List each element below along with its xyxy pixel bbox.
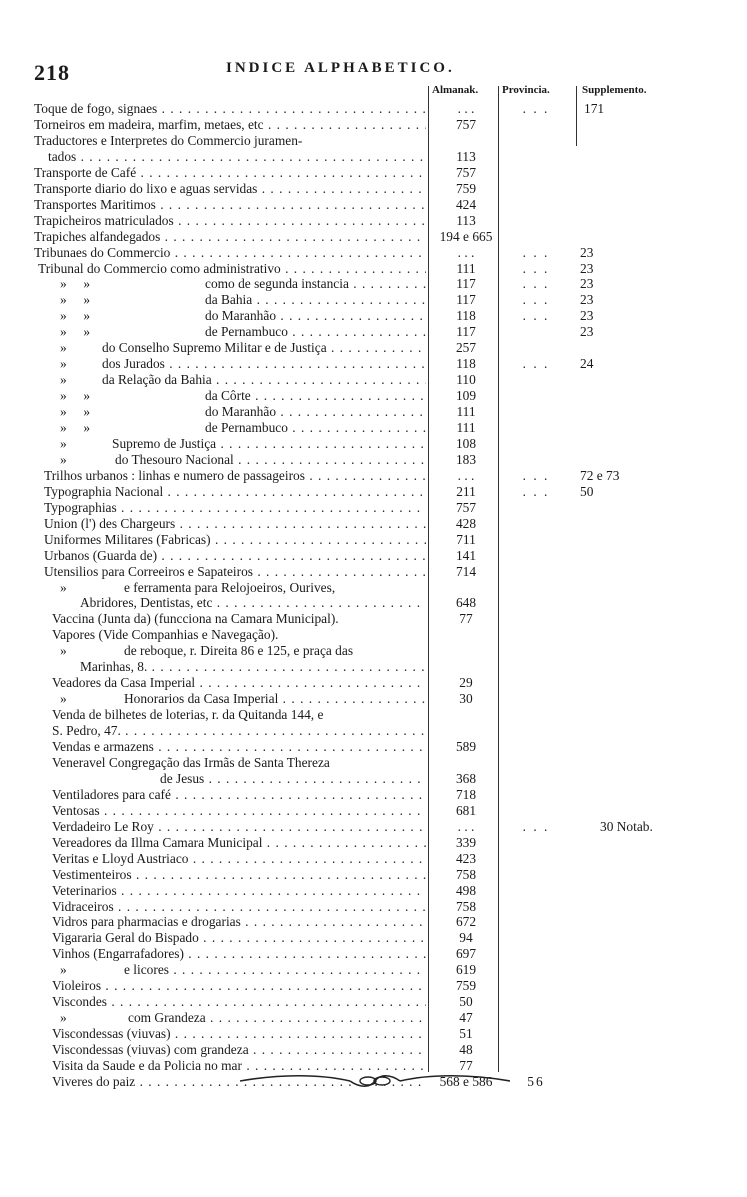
ditto-mark: » [60, 340, 67, 356]
index-entry-row [0, 261, 747, 276]
provincia-page: . . . [522, 467, 550, 483]
ditto-mark: » » [60, 388, 91, 404]
index-entry-row [0, 532, 747, 547]
almanak-page: 94 [459, 930, 473, 946]
ditto-mark: » [60, 435, 67, 451]
supplemento-page: 23 [580, 308, 594, 324]
ditto-mark: » [60, 643, 67, 659]
entry-label-text: da Côrte [205, 388, 251, 404]
entry-label-text: Honorarios da Casa Imperial [124, 691, 279, 707]
almanak-page: 48 [459, 1042, 473, 1058]
entry-label [52, 899, 426, 914]
entry-label [52, 1026, 426, 1041]
provincia-page: . . . [522, 276, 550, 292]
almanak-page: 759 [455, 180, 477, 196]
provincia-page: 56 [527, 1073, 545, 1089]
index-entry-row [0, 213, 747, 228]
index-entry-row [0, 276, 747, 291]
entry-label-text: Transportes Maritimos [34, 196, 156, 212]
entry-label-text: Vereadores da Illma Camara Municipal [52, 834, 263, 850]
entry-label-text: Viscondes [52, 994, 107, 1010]
index-entry-row [0, 372, 747, 387]
index-entry-row [0, 165, 747, 180]
index-entry-row [0, 883, 747, 898]
entry-label-text: S. Pedro, 47. [52, 723, 121, 739]
entry-label [52, 835, 426, 850]
index-entry-row [0, 356, 747, 371]
index-entry-row [0, 867, 747, 882]
supplemento-page: 23 [580, 276, 594, 292]
index-entry-row [0, 1042, 747, 1057]
provincia-page: . . . [522, 292, 550, 308]
entry-label-text: Vapores (Vide Companhias e Navegação). [52, 627, 279, 643]
ditto-mark: » » [60, 420, 91, 435]
entry-label [102, 356, 426, 371]
entry-label [34, 229, 426, 244]
provincia-page: . . . [522, 101, 550, 116]
entry-label [44, 500, 426, 515]
almanak-page: 141 [455, 547, 477, 563]
entry-label [52, 707, 426, 722]
index-entry-row [0, 388, 747, 403]
almanak-page: 589 [455, 739, 477, 754]
entry-label-text: de Pernambuco [205, 420, 288, 435]
entry-label-text: como de segunda instancia [205, 276, 349, 292]
page-title: INDICE ALPHABETICO. [226, 60, 455, 76]
entry-label [52, 755, 426, 770]
index-entry-row [0, 659, 747, 674]
index-entry-row [0, 149, 747, 164]
entry-label-text: Violeiros [52, 978, 102, 994]
almanak-page: 110 [456, 372, 476, 388]
index-entry-row [0, 117, 747, 132]
entry-label-text: Vidros para pharmacias e drogarias [52, 914, 241, 930]
entry-label-text: Abridores, Dentistas, etc [80, 595, 213, 611]
almanak-page: 424 [455, 196, 477, 212]
entry-label-text: do Conselho Supremo Militar e de Justiça [102, 340, 327, 356]
index-entry-row [0, 1010, 747, 1025]
entry-label-text: de Jesus [160, 770, 205, 786]
ditto-mark: » [60, 356, 67, 372]
almanak-page: . . . [457, 101, 475, 116]
entry-label [205, 276, 426, 291]
index-entry-row [0, 914, 747, 929]
almanak-page: 758 [455, 866, 477, 882]
entry-label-text: de reboque, r. Direita 86 e 125, e praça das [124, 643, 354, 659]
index-entry-row [0, 340, 747, 355]
entry-label [34, 101, 426, 116]
entry-label [34, 165, 426, 180]
entry-label [52, 819, 426, 834]
entry-label-text: Traductores e Interpretes do Commercio juramen- [34, 132, 303, 148]
entry-label-text: Trilhos urbanos : linhas e numero de passageiros [44, 467, 305, 483]
entry-label [34, 181, 426, 196]
entry-label [52, 946, 426, 961]
entry-label [52, 978, 426, 993]
supplemento-page: 50 [580, 483, 594, 499]
entry-label-text: Toque de fogo, signaes [34, 101, 158, 116]
entry-label-text: Veterinarios [52, 882, 117, 898]
almanak-page: 109 [455, 388, 477, 404]
entry-label [80, 659, 426, 674]
ditto-mark: » [60, 579, 67, 595]
entry-label-text: Ventiladores para café [52, 786, 171, 802]
almanak-page: 118 [456, 308, 476, 324]
almanak-page: 29 [459, 675, 473, 691]
ditto-mark: » [60, 962, 67, 978]
entry-label [52, 994, 426, 1009]
almanak-page: 111 [456, 260, 476, 276]
index-entry-row [0, 101, 747, 116]
index-entry-row [0, 691, 747, 706]
index-entry-row [0, 611, 747, 626]
index-entry-row [0, 181, 747, 196]
almanak-page: 30 [459, 691, 473, 707]
ditto-mark: » [60, 1010, 67, 1026]
index-entry-row [0, 452, 747, 467]
entry-label-text: Vinhos (Engarrafadores) [52, 946, 184, 962]
entry-label [124, 643, 426, 658]
index-entry-row [0, 548, 747, 563]
entry-label [52, 627, 426, 642]
entry-label-text: Transporte diario do lixo e aguas servidas [34, 180, 258, 196]
index-entry-row [0, 994, 747, 1009]
almanak-page: 257 [455, 340, 477, 356]
almanak-page: 108 [455, 435, 477, 451]
entry-label-text: Utensilios para Correeiros e Sapateiros [44, 563, 253, 579]
column-header-provincia: Provincia. [502, 84, 550, 96]
entry-label [124, 962, 426, 977]
entry-label-text: Trapicheiros matriculados [34, 212, 174, 228]
provincia-page: . . . [522, 356, 550, 372]
entry-label [38, 261, 426, 276]
almanak-page: . . . [457, 467, 475, 483]
index-entry-row [0, 930, 747, 945]
entry-label-text: Vigararia Geral do Bispado [52, 930, 199, 946]
entry-label-text: Viveres do paiz [52, 1073, 136, 1089]
almanak-page: 568 e 586 [439, 1073, 493, 1089]
entry-label-text: Transporte de Café [34, 164, 137, 180]
entry-label [80, 595, 426, 610]
ditto-mark: » [60, 691, 67, 707]
entry-label [52, 675, 426, 690]
entry-label [205, 308, 426, 323]
entry-label-text: com Grandeza [128, 1010, 206, 1026]
index-entry-row [0, 595, 747, 610]
entry-label-text: Viscondessas (viuvas) com grandeza [52, 1042, 249, 1058]
almanak-page: 368 [455, 770, 477, 786]
entry-label-text: Venda de bilhetes de loterias, r. da Quitanda 144, e [52, 707, 324, 723]
almanak-page: 183 [455, 451, 477, 467]
almanak-page: 113 [456, 212, 476, 228]
index-entry-row [0, 436, 747, 451]
entry-label [52, 930, 426, 945]
almanak-page: 758 [455, 898, 477, 914]
entry-label-text: dos Jurados [102, 356, 165, 372]
index-entry-row [0, 771, 747, 786]
index-entry-row [0, 643, 747, 658]
entry-label [205, 404, 426, 419]
entry-label [44, 532, 426, 547]
index-entry-row [0, 803, 747, 818]
index-entry-row [0, 787, 747, 802]
entry-label [112, 436, 426, 451]
supplemento-page: 171 [584, 101, 605, 116]
almanak-page: 47 [459, 1010, 473, 1026]
entry-label [124, 580, 426, 595]
entry-label [205, 292, 426, 307]
index-entry-row [0, 420, 747, 435]
entry-label-text: Marinhas, 8. [80, 659, 148, 675]
entry-label [102, 372, 426, 387]
supplemento-page: 30 Notab. [600, 818, 653, 834]
entry-label [128, 1010, 426, 1025]
entry-label [52, 851, 426, 866]
entry-label-text: Tribunaes do Commercio [34, 244, 171, 260]
entry-label-text: Trapiches alfandegados [34, 228, 161, 244]
almanak-page: 428 [455, 515, 477, 531]
entry-label-text: Urbanos (Guarda de) [44, 547, 158, 563]
almanak-page: 339 [455, 834, 477, 850]
entry-label [160, 771, 426, 786]
almanak-page: . . . [457, 244, 475, 260]
entry-label [44, 516, 426, 531]
index-entry-row [0, 404, 747, 419]
ditto-mark: » [60, 451, 67, 467]
entry-label-text: Tribunal do Commercio como administrativo [38, 260, 281, 276]
entry-label [205, 324, 426, 339]
column-header-almanak: Almanak. [432, 84, 479, 96]
entry-label [34, 245, 426, 260]
index-entry-row [0, 851, 747, 866]
index-entry-row [0, 946, 747, 961]
entry-label-text: Vestimenteiros [52, 866, 132, 882]
index-entry-row [0, 755, 747, 770]
entry-label [44, 468, 426, 483]
ditto-mark: » » [60, 308, 91, 324]
entry-label [48, 149, 426, 164]
entry-label-text: do Thesouro Nacional [115, 451, 234, 467]
provincia-page: . . . [522, 818, 550, 834]
entry-label-text: e ferramenta para Relojoeiros, Ourives, [124, 579, 336, 595]
almanak-page: 111 [456, 420, 476, 435]
almanak-page: 194 e 665 [439, 228, 493, 244]
almanak-page: 50 [459, 994, 473, 1010]
almanak-page: 759 [455, 978, 477, 994]
entry-label [34, 133, 426, 148]
index-entry-row [0, 580, 747, 595]
ditto-mark: » » [60, 404, 91, 420]
entry-label [52, 787, 426, 802]
entry-label [124, 691, 426, 706]
almanak-page: . . . [457, 818, 475, 834]
index-entry-row [0, 468, 747, 483]
almanak-page: 111 [456, 404, 476, 420]
column-header-supplemento: Supplemento. [582, 84, 647, 96]
entry-label-text: do Maranhão [205, 308, 277, 324]
entry-label [52, 883, 426, 898]
entry-label-text: Vaccina (Junta da) (funcciona na Camara Municipal). [52, 611, 339, 627]
almanak-page: 117 [456, 324, 476, 340]
almanak-page: 118 [456, 356, 476, 372]
provincia-page: . . . [522, 483, 550, 499]
entry-label [44, 484, 426, 499]
almanak-page: 117 [456, 276, 476, 292]
almanak-page: 77 [459, 1058, 473, 1073]
entry-label-text: do Maranhão [205, 404, 277, 420]
ditto-mark: » » [60, 292, 91, 308]
entry-label-text: Ventosas [52, 802, 100, 818]
index-entry-row [0, 1026, 747, 1041]
entry-label-text: da Bahia [205, 292, 253, 308]
tailpiece-ornament [240, 1070, 510, 1092]
provincia-page: . . . [522, 260, 550, 276]
entry-label [52, 914, 426, 929]
index-entry-row [0, 739, 747, 754]
entry-label-text: Union (l') des Chargeurs [44, 515, 176, 531]
index-entry-row [0, 627, 747, 642]
entry-label-text: Supremo de Justiça [112, 435, 217, 451]
entry-label-text: da Relação da Bahia [102, 372, 212, 388]
entry-label [34, 117, 426, 132]
entry-label [44, 564, 426, 579]
entry-label-text: Torneiros em madeira, marfim, metaes, etc [34, 116, 264, 132]
entry-label [52, 803, 426, 818]
index-entry-row [0, 835, 747, 850]
almanak-page: 697 [455, 946, 477, 962]
entry-label [52, 723, 426, 738]
entry-label [115, 452, 426, 467]
entry-label-text: Veadores da Casa Imperial [52, 675, 196, 691]
index-entry-row [0, 197, 747, 212]
almanak-page: 718 [455, 786, 477, 802]
almanak-page: 117 [456, 292, 476, 308]
almanak-page: 757 [455, 164, 477, 180]
entry-label-text: e licores [124, 962, 169, 978]
ditto-mark: » » [60, 324, 91, 340]
supplemento-page: 72 e 73 [580, 467, 620, 483]
index-entry-row [0, 675, 747, 690]
entry-label [44, 548, 426, 563]
entry-label-text: Vidraceiros [52, 898, 114, 914]
almanak-page: 711 [456, 531, 476, 547]
entry-label [52, 611, 426, 626]
index-entry-row [0, 324, 747, 339]
entry-label-text: Vendas e armazens [52, 739, 154, 754]
index-entry-row [0, 564, 747, 579]
index-entry-row [0, 229, 747, 244]
page-number: 218 [34, 60, 70, 85]
almanak-page: 77 [459, 611, 473, 627]
entry-label-text: Viscondessas (viuvas) [52, 1026, 171, 1042]
entry-label [52, 1042, 426, 1057]
entry-label-text: Uniformes Militares (Fabricas) [44, 531, 211, 547]
entry-label [102, 340, 426, 355]
index-entry-row [0, 308, 747, 323]
entry-label [34, 197, 426, 212]
entry-label-text: Veneravel Congregação das Irmãs de Santa Thereza [52, 754, 330, 770]
almanak-page: 757 [455, 499, 477, 515]
index-entry-row [0, 245, 747, 260]
almanak-page: 648 [455, 595, 477, 611]
almanak-page: 211 [456, 483, 476, 499]
provincia-page: . . . [522, 244, 550, 260]
index-entry-row [0, 978, 747, 993]
index-entry-row [0, 899, 747, 914]
index-entry-row [0, 723, 747, 738]
entry-label-text: Typographia Nacional [44, 483, 164, 499]
entry-label-text: Veritas e Lloyd Austriaco [52, 850, 189, 866]
almanak-page: 757 [455, 116, 477, 132]
provincia-page: . . . [522, 308, 550, 324]
entry-label-text: tados [48, 148, 77, 164]
index-entry-row [0, 133, 747, 148]
index-entry-row [0, 516, 747, 531]
entry-label [34, 213, 426, 228]
ditto-mark: » [60, 372, 67, 388]
almanak-page: 714 [455, 563, 477, 579]
ditto-mark: » » [60, 276, 91, 292]
almanak-page: 498 [455, 882, 477, 898]
index-entry-row [0, 292, 747, 307]
almanak-page: 423 [455, 850, 477, 866]
entry-label-text: Verdadeiro Le Roy [52, 818, 154, 834]
entry-label-text: Typographias [44, 499, 117, 515]
entry-label [205, 420, 426, 435]
entry-label [52, 867, 426, 882]
almanak-page: 672 [455, 914, 477, 930]
almanak-page: 681 [455, 802, 477, 818]
supplemento-page: 23 [580, 260, 594, 276]
supplemento-page: 23 [580, 324, 594, 340]
entry-label [205, 388, 426, 403]
supplemento-page: 24 [580, 356, 594, 372]
entry-label-text: de Pernambuco [205, 324, 288, 340]
index-entry-row [0, 500, 747, 515]
supplemento-page: 23 [580, 292, 594, 308]
supplemento-page: 23 [580, 244, 594, 260]
index-entry-row [0, 707, 747, 722]
index-entry-row [0, 962, 747, 977]
entry-label-text: Visita da Saude e da Policia no mar [52, 1058, 242, 1073]
index-entry-row [0, 484, 747, 499]
almanak-page: 619 [455, 962, 477, 978]
almanak-page: 113 [456, 148, 476, 164]
index-entry-row [0, 819, 747, 834]
entry-label [52, 739, 426, 754]
almanak-page: 51 [459, 1026, 473, 1042]
